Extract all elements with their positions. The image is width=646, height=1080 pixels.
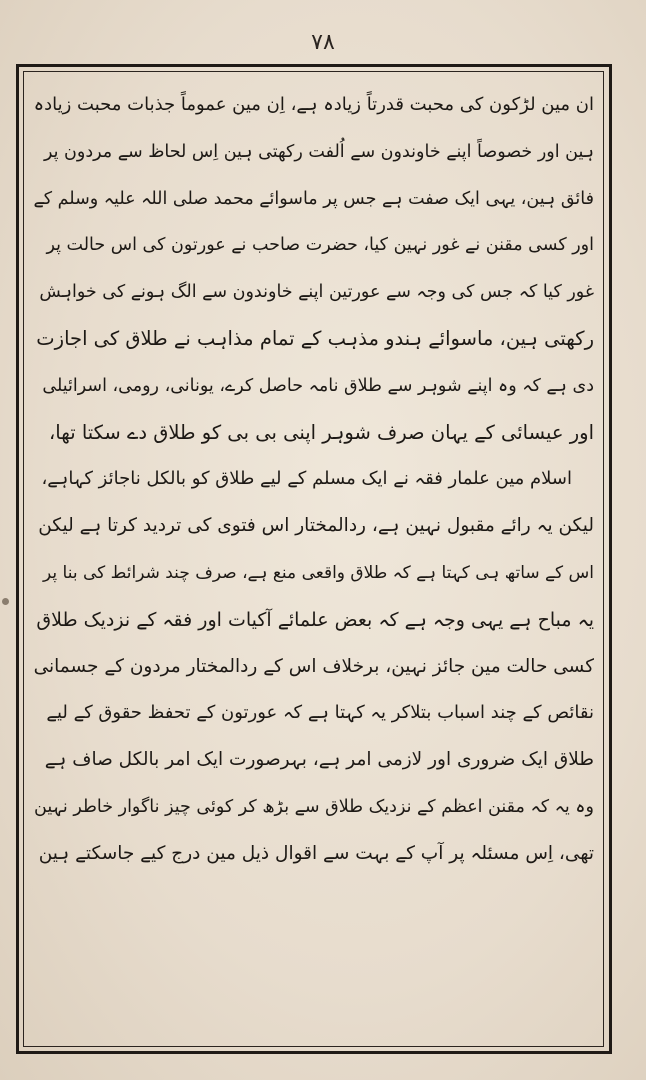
text-line: فائق ہین، یہی ایک صفت ہے جس پر ماسوائے محمد صلی اللہ علیہ وسلم کے bbox=[33, 188, 594, 209]
text-line: یہ مباح ہے یہی وجہ ہے کہ بعض علمائے آکیات اور فقہ کے نزدیک طلاق bbox=[36, 608, 594, 631]
binding-hole bbox=[2, 598, 9, 605]
text-line: ان مین لڑکون کی محبت قدرتاً زیادہ ہے، اِن مین عموماً جذبات محبت زیادہ bbox=[33, 94, 594, 115]
body-text bbox=[32, 82, 594, 1042]
text-line: لیکن یہ رائے مقبول نہین ہے، ردالمختار اس فتوی کی تردید کرتا ہے لیکن bbox=[38, 515, 594, 537]
page-number: ۷۸ bbox=[311, 30, 335, 55]
text-line: اور عیسائی کے یہان صرف شوہر اپنی بی بی کو طلاق دے سکتا تھا، bbox=[48, 420, 594, 444]
text-line: اس کے ساتھ ہی کہتا ہے کہ طلاق واقعی منع ہے، صرف چند شرائط کی بنا پر bbox=[43, 562, 594, 583]
text-line: اور کسی مقنن نے غور نہین کیا، حضرت صاحب نے عورتون کی اس حالت پر bbox=[46, 235, 594, 256]
text-line: غور کیا کہ جس کی وجہ سے عورتین اپنے خاوندون سے الگ ہونے کی خواہش bbox=[39, 282, 594, 303]
text-line: ہین اور خصوصاً اپنے خاوندون سے اُلفت رکھتی ہین اِس لحاظ سے مردون پر bbox=[43, 141, 594, 162]
text-line: تھی، اِس مسئلہ پر آپ کے بہت سے اقوال ذیل مین درج کیے جاسکتے ہین bbox=[38, 842, 594, 864]
text-line: نقائص کے چند اسباب بتلاکر یہ کہتا ہے کہ عورتون کے تحفظ حقوق کے لیے bbox=[46, 702, 594, 724]
text-line: رکھتی ہین، ماسوائے ہندو مذہب کے تمام مذاہب نے طلاق کی اجازت bbox=[36, 326, 594, 350]
text-line: اسلام مین علمار فقہ نے ایک مسلم کے لیے طلاق کو بالکل ناجائز کہاہے، bbox=[41, 468, 572, 490]
text-line: وہ یہ کہ مقنن اعظم کے نزدیک طلاق سے بڑھ کر کوئی چیز ناگوار خاطر نہین bbox=[34, 796, 594, 817]
text-line: طلاق ایک ضروری اور لازمی امر ہے، بہرصورت ایک امر بالکل صاف ہے bbox=[44, 749, 594, 771]
text-line: دی ہے کہ وہ اپنے شوہر سے طلاق نامہ حاصل کرے، یونانی، رومی، اسرائیلی bbox=[42, 375, 594, 396]
text-line: کسی حالت مین جائز نہین، برخلاف اس کے ردالمختار مردون کے جسمانی bbox=[33, 655, 594, 677]
